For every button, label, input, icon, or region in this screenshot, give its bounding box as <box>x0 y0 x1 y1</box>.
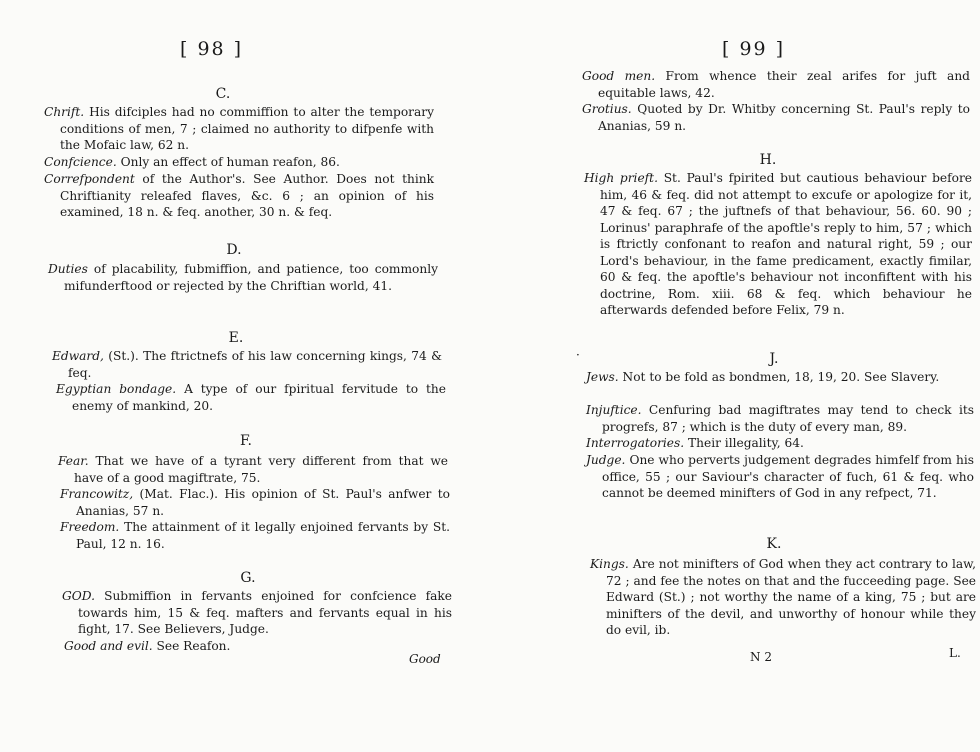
index-entry <box>586 435 974 452</box>
entry-text: See Reafon. <box>156 639 231 653</box>
index-entry <box>44 154 434 171</box>
entry-head: Jews. <box>586 370 619 384</box>
entry-head: High prieft. <box>584 171 658 185</box>
index-entry <box>586 402 974 435</box>
index-entry <box>582 68 970 101</box>
section-letter: C. <box>215 86 231 102</box>
index-entry <box>584 170 972 319</box>
entry-head: Kings. <box>590 557 629 571</box>
entry-text: Cenfuring bad magiftrates may tend to check its progrefs, 87 ; which is the duty of every man, 89. <box>602 403 974 434</box>
entry-head: Fear. <box>58 454 89 468</box>
index-entry <box>582 101 970 134</box>
entry-text: His difciples had no commiffion to alter the temporary conditions of men, 7 ; claimed no authority to difpenfe with the Mofaic law, 62 n. <box>60 105 434 152</box>
entry-text: (St.). The ftrictnefs of his law concerning kings, 74 & feq. <box>68 349 442 380</box>
entry-text: of placability, fubmiffion, and patience, too commonly mifunderftood or rejected by the Chriftian world, 41. <box>64 262 438 293</box>
section-letter: G. <box>240 570 256 586</box>
catchword: L. <box>949 646 961 660</box>
entry-text: St. Paul's fpirited but cautious behaviour before him, 46 & feq. did not attempt to excufe or apologize for it, 47 & feq. 67 ; the juftnefs of that behaviour, 56. 60. 90 ; Lorinus' paraphrafe of the apoftle's reply to him, 57 ; which is ftrictly confonant to reafon and natural right, 59 ; our Lord's behaviour, in the fame predicament, exactly fimilar, 60 & feq. the apoftle's behaviour not inconfiftent with his doctrine, Rom. xiii. 68 & feq. which behaviour he afterwards defended before Felix, 79 n. <box>600 171 972 317</box>
index-entry <box>60 519 450 552</box>
entry-head: Egyptian bondage. <box>56 382 177 396</box>
entry-text: A type of our fpiritual fervitude to the enemy of mankind, 20. <box>72 382 446 413</box>
entry-head: Good and evil. <box>64 639 153 653</box>
entry-head: Francowitz, <box>60 487 134 501</box>
page-number: [ 99 ] <box>722 38 786 60</box>
right-page <box>490 0 980 752</box>
page-number: [ 98 ] <box>180 38 244 60</box>
section-letter: D. <box>226 242 242 258</box>
entry-text: Only an effect of human reafon, 86. <box>120 155 340 169</box>
entry-head: Chrift. <box>44 105 85 119</box>
entry-text: Are not minifters of God when they act contrary to law, 72 ; and fee the notes on that and the fucceeding page. See Edward (St.) ; not worthy the name of a king, 75 ; but are minifters of the devil, and unworthy of honour while they do evil, ib. <box>606 557 976 637</box>
section-letter: K. <box>766 536 782 552</box>
entry-text: of the Author's. See Author. Does not think Chriftianity releafed flaves, &c. 6 ; an opinion of his examined, 18 n. & feq. another, 30 n. & feq. <box>60 172 435 219</box>
entry-text: (Mat. Flac.). His opinion of St. Paul's anfwer to Ananias, 57 n. <box>76 487 450 518</box>
entry-text: Their illegality, 64. <box>688 436 804 450</box>
index-entry <box>58 453 448 486</box>
index-entry <box>60 486 450 519</box>
section-letter: F. <box>240 433 252 449</box>
entry-head: Edward, <box>52 349 104 363</box>
signature-mark: N 2 <box>750 650 772 664</box>
entry-head: Duties <box>48 262 88 276</box>
entry-head: Confcience. <box>44 155 117 169</box>
entry-head: Judge. <box>586 453 626 467</box>
entry-text: Submiffion in fervants enjoined for confcience fake towards him, 15 & feq. mafters and fervants equal in his fight, 17. See Believers, Judge. <box>78 589 452 636</box>
entry-text: Quoted by Dr. Whitby concerning St. Paul's reply to Ananias, 59 n. <box>598 102 970 133</box>
entry-head: Good men. <box>582 69 656 83</box>
entry-head: Interrogatories. <box>586 436 685 450</box>
entry-text: One who perverts judgement degrades himfelf from his office, 55 ; our Saviour's character of fuch, 61 & feq. who cannot be deemed minifters of God in any refpect, 71. <box>602 453 975 500</box>
index-entry <box>56 381 446 414</box>
entry-text: Not to be fold as bondmen, 18, 19, 20. See Slavery. <box>622 370 940 384</box>
index-entry <box>590 556 976 639</box>
entry-text: From whence their zeal arifes for juft and equitable laws, 42. <box>598 69 970 100</box>
index-entry <box>586 452 974 502</box>
catchword: Good <box>409 652 441 666</box>
index-entry <box>64 638 454 655</box>
entry-text: That we have of a tyrant very different from that we have of a good magiftrate, 75. <box>74 454 449 485</box>
entry-head: GOD. <box>62 589 95 603</box>
entry-head: Correfpondent <box>44 172 135 186</box>
index-entry <box>44 171 434 221</box>
index-entry <box>586 369 974 386</box>
index-entry <box>44 104 434 154</box>
index-entry <box>52 348 442 381</box>
stray-mark: · <box>576 348 580 362</box>
index-entry <box>48 261 438 294</box>
entry-head: Grotius. <box>582 102 632 116</box>
entry-head: Freedom. <box>60 520 120 534</box>
entry-text: The attainment of it legally enjoined fervants by St. Paul, 12 n. 16. <box>76 520 450 551</box>
index-entry <box>62 588 452 638</box>
section-letter: E. <box>228 330 244 346</box>
entry-head: Injuftice. <box>586 403 642 417</box>
section-letter: J. <box>769 351 779 367</box>
section-letter: H. <box>759 152 777 168</box>
